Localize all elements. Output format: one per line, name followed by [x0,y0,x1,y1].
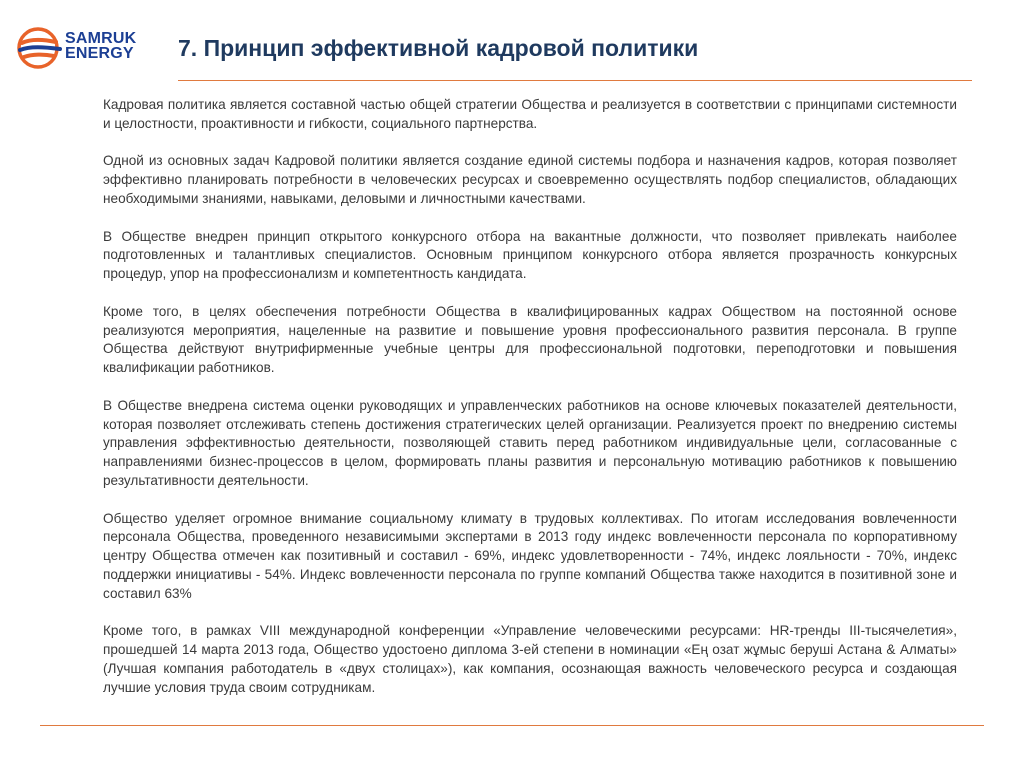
paragraph-6: Общество уделяет огромное внимание социальному климату в трудовых коллективах. По итогам исследования вовлеченности персонала Общества, проведенного независимыми экспертами в 2013 году индекс вовлеченности персонала по корпоративному центру Общества отмечен как позитивный и составил - 69%, индекс удовлетворенности - 74%, индекс лояльности - 70%, индекс поддержки инициативы - 54%. Индекс вовлеченности персонала по группе компаний Общества также находится в позитивной зоне и составил 63% [103,510,957,601]
page-title: 7. Принцип эффективной кадровой политики [178,35,699,61]
paragraph-1: Кадровая политика является составной частью общей стратегии Общества и реализуется в соответствии с принципами системности и целостности, проактивности и гибкости, социального партнерства. [103,97,957,131]
samruk-energy-logo [16,26,156,70]
paragraph-4: Кроме того, в целях обеспечения потребности Общества в квалифицированных кадрах Обществом на постоянной основе реализуются мероприятия, нацеленные на развитие и повышение уровня профессионального развития персонала. В группе Общества действуют внутрифирменные учебные центры для профессиональной подготовки, переподготовки и повышения квалификации работников. [103,303,957,376]
samruk-energy-emblem-icon [16,26,62,70]
paragraph-7: Кроме того, в рамках VIII международной конференции «Управление человеческими ресурсами: HR-тренды III-тысячелетия», прошедшей 14 марта 2013 года, Общество удостоено диплома 3-ей степени в номинации «Ең озат жұмыс беруші Астана & Алматы» (Лучшая компания работодатель в «двух столицах»), как компания, осознающая важность человеческого ресурса и создающая лучшие условия труда своим сотрудникам. [103,623,957,695]
title-divider [178,80,972,81]
logo-wordmark [65,31,136,61]
body-text [103,96,957,716]
paragraph-2: Одной из основных задач Кадровой политики является создание единой системы подбора и назначения кадров, которая позволяет эффективно планировать потребности в человеческих ресурсах и своевременно осуществлять подбор специалистов, обладающих необходимыми знаниями, навыками, деловыми и личностными качествами. [103,153,957,206]
paragraph-5: В Обществе внедрена система оценки руководящих и управленческих работников на основе ключевых показателей деятельности, которая позволяет отслеживать степень достижения стратегических целей организации. Реализуется проект по внедрению системы управления эффективностью деятельности, позволяющей ставить перед работником индивидуальные цели, согласованные с направлениями бизнес-процессов в целом, формировать планы развития и персональную мотивацию работников к повышению результативности деятельности. [103,397,957,488]
footer-divider [40,725,984,726]
paragraph-3: В Обществе внедрен принцип открытого конкурсного отбора на вакантные должности, что позволяет привлекать наиболее подготовленных и талантливых специалистов. Основным принципом конкурсного отбора является прозрачность конкурсных процедур, упор на профессионализм и компетентность кандидата. [103,228,957,282]
logo-line2: ENERGY [65,45,134,62]
logo-line1: SAMRUK [65,30,137,47]
